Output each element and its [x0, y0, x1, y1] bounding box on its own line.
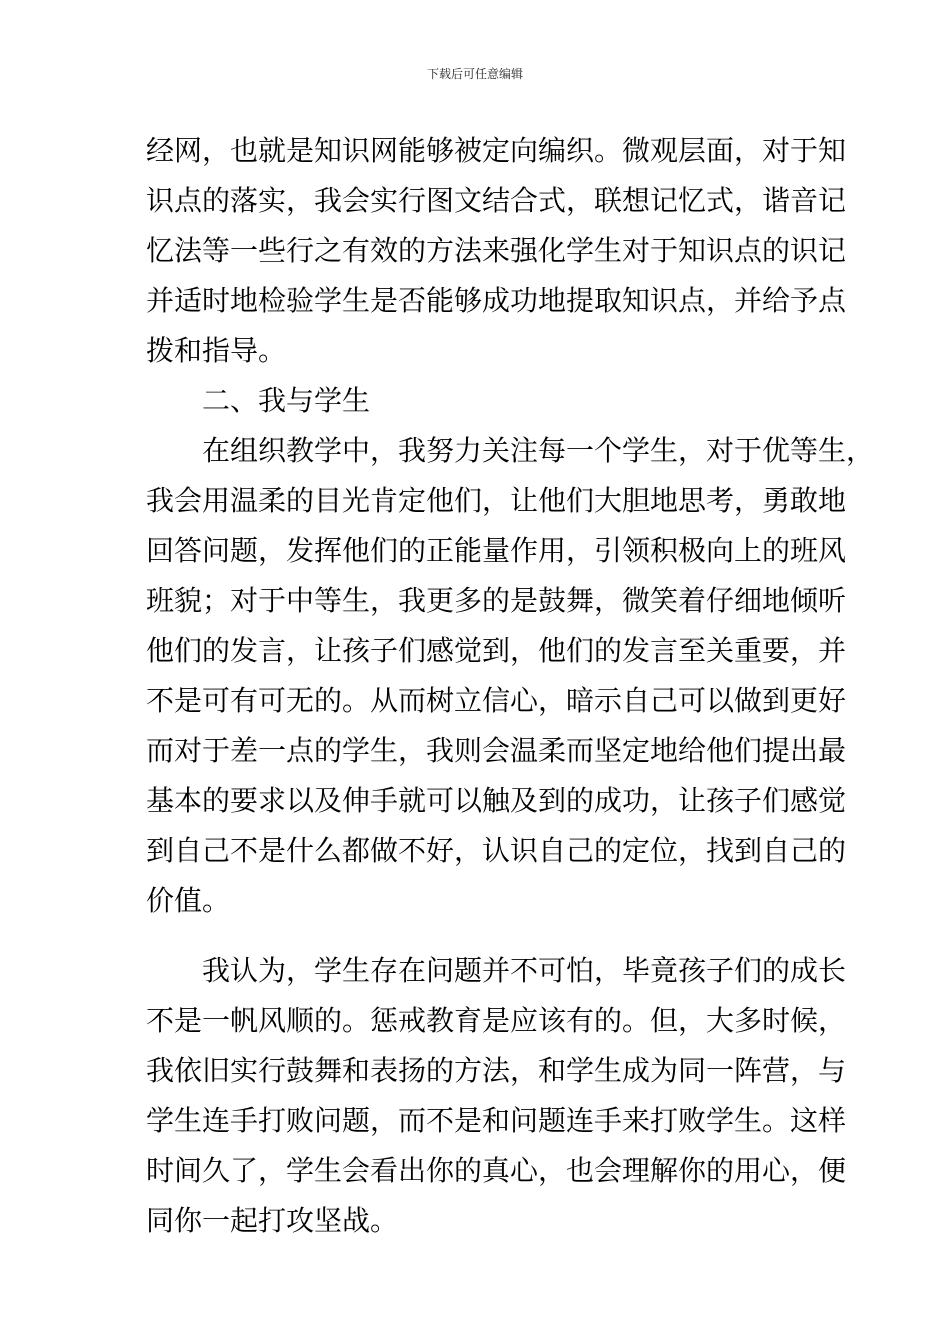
text-line: 到自己不是什么都做不好，认识自己的定位，找到自己的 — [146, 834, 847, 867]
text-line: 回答问题，发挥他们的正能量作用，引领积极向上的班风 — [146, 534, 847, 567]
text-line: 基本的要求以及伸手就可以触及到的成功，让孩子们感觉 — [146, 784, 847, 817]
paragraph-continued — [146, 126, 847, 376]
text-line: 他们的发言，让孩子们感觉到，他们的发言至关重要，并 — [146, 634, 847, 667]
page-header-note: 下载后可任意编辑 — [426, 67, 523, 81]
paragraph-students — [146, 426, 875, 926]
text-line: 并适时地检验学生是否能够成功地提取知识点，并给予点 — [146, 284, 847, 317]
paragraph-spacer — [146, 926, 836, 946]
text-line: 不是可有可无的。从而树立信心，暗示自己可以做到更好 — [146, 684, 847, 717]
text-line: 在组织教学中，我努力关注每一个学生，对于优等生， — [202, 434, 875, 467]
section-heading-text: 二、我与学生 — [202, 384, 371, 417]
text-line: 而对于差一点的学生，我则会温柔而坚定地给他们提出最 — [146, 734, 847, 767]
text-line: 经网，也就是知识网能够被定向编织。微观层面，对于知 — [146, 134, 847, 167]
text-line: 同你一起打攻坚战。 — [146, 1204, 399, 1237]
text-line: 我依旧实行鼓舞和表扬的方法，和学生成为同一阵营，与 — [146, 1054, 847, 1087]
text-line: 我会用温柔的目光肯定他们，让他们大胆地思考，勇敢地 — [146, 484, 847, 517]
section-heading — [146, 376, 836, 426]
text-line: 忆法等一些行之有效的方法来强化学生对于知识点的识记 — [146, 234, 847, 267]
text-line: 拨和指导。 — [146, 334, 287, 367]
text-line: 时间久了，学生会看出你的真心，也会理解你的用心，便 — [146, 1154, 847, 1187]
text-line: 我认为，学生存在问题并不可怕，毕竟孩子们的成长 — [202, 954, 847, 987]
text-line: 学生连手打败问题，而不是和问题连手来打败学生。这样 — [146, 1104, 847, 1137]
text-line: 不是一帆风顺的。惩戒教育是应该有的。但，大多时候， — [146, 1004, 847, 1037]
text-line: 班貌；对于中等生，我更多的是鼓舞，微笑着仔细地倾听 — [146, 584, 847, 617]
paragraph-problems — [146, 946, 847, 1246]
document-body — [146, 126, 875, 1246]
text-line: 价值。 — [146, 884, 231, 917]
text-line: 识点的落实，我会实行图文结合式，联想记忆式，谐音记 — [146, 184, 847, 217]
